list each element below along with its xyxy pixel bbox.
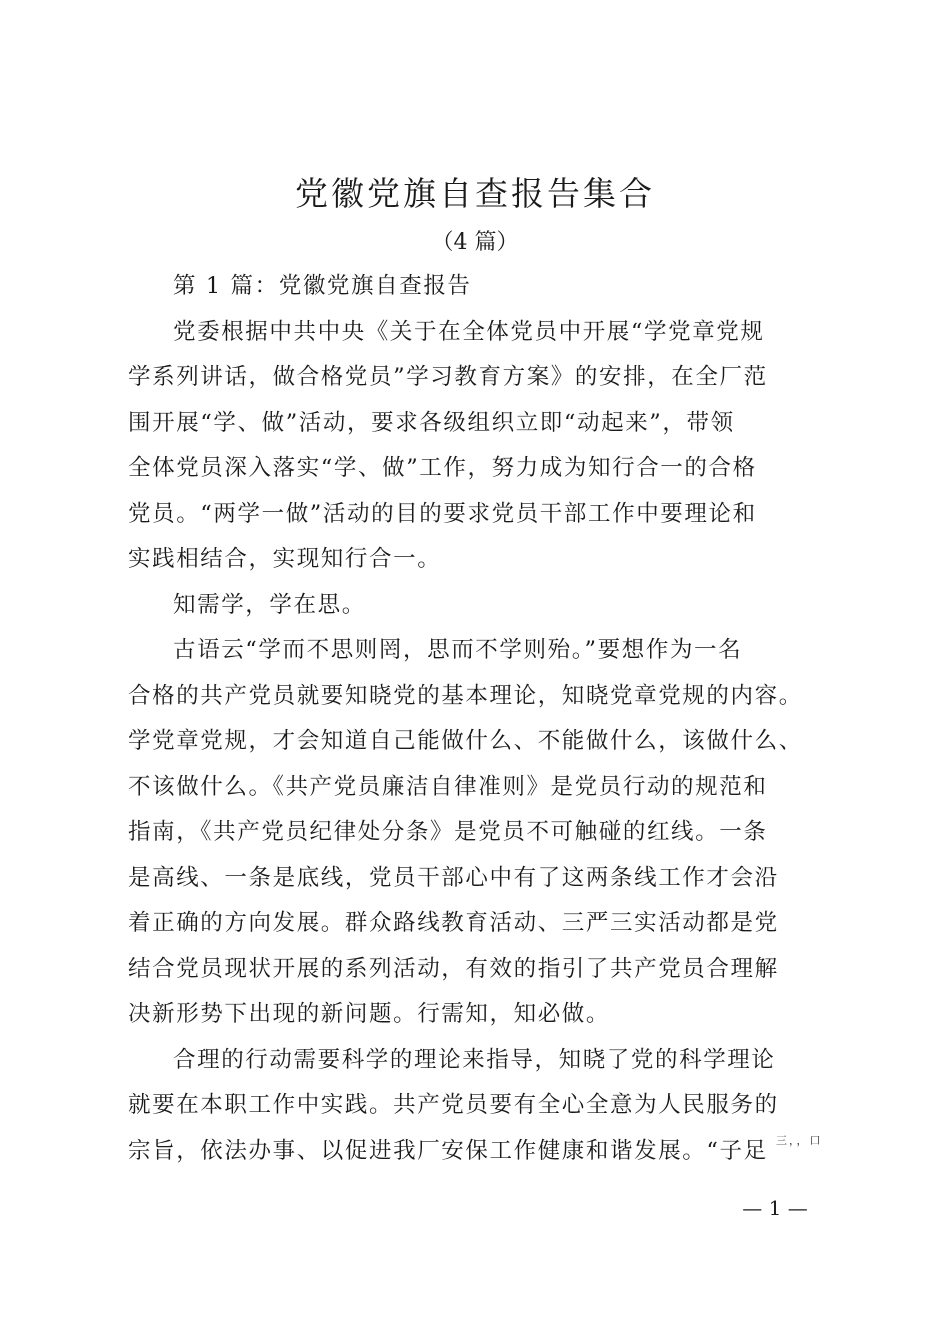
paragraph-line: 学系列讲话，做合格党员”学习教育方案》的安排，在全厂范 [128, 364, 768, 390]
section-heading: 第 1 篇：党徽党旗自查报告 [173, 273, 472, 299]
paragraph [128, 583, 848, 629]
document-subtitle: （4 篇） [431, 230, 519, 255]
document-title: 党徽党旗自查报告集合 [295, 174, 655, 213]
paragraph-line: 知需学，学在思。 [173, 591, 366, 618]
paragraph [128, 1038, 848, 1175]
paragraph-line: 宗旨，依法办事、以促进我厂安保工作健康和谐发展。“子足 [128, 1137, 768, 1164]
marginal-marks: 三，，口 [776, 1134, 823, 1147]
paragraph-line: 党委根据中共中央《关于在全体党员中开展“学党章党规 [173, 318, 765, 345]
paragraph-line: 党员。“两学一做”活动的目的要求党员干部工作中要理论和 [128, 500, 757, 527]
paragraph-line: 着正确的方向发展。群众路线教育活动、三严三实活动都是党 [128, 910, 779, 936]
paragraph-line: 决新形势下出现的新问题。行需知，知必做。 [128, 1001, 611, 1027]
paragraph-list [128, 310, 848, 1175]
paragraph-line: 就要在本职工作中实践。共产党员要有全心全意为人民服务的 [128, 1092, 779, 1118]
paragraph-line: 不该做什么。《共产党员廉洁自律准则》是党员行动的规范和 [128, 773, 768, 800]
paragraph-line: 古语云“学而不思则罔，思而不学则殆。”要想作为一名 [173, 637, 743, 663]
paragraph-line: 结合党员现状开展的系列活动，有效的指引了共产党员合理解 [128, 955, 779, 982]
paragraph-line: 合理的行动需要科学的理论来指导，知晓了党的科学理论 [173, 1046, 776, 1073]
paragraph-line: 围开展“学、做”活动，要求各级组织立即“动起来”，带领 [128, 409, 735, 436]
paragraph-line: 全体党员深入落实“学、做”工作，努力成为知行合一的合格 [128, 455, 757, 481]
paragraph-line: 学党章党规，才会知道自己能做什么、不能做什么，该做什么、 [128, 728, 803, 754]
page-number: — 1 — [742, 1196, 808, 1220]
paragraph-line: 是高线、一条是底线，党员干部心中有了这两条线工作才会沿 [128, 864, 779, 891]
paragraph [128, 310, 848, 583]
paragraph-line: 指南，《共产党员纪律处分条》是党员不可触碰的红线。一条 [128, 819, 768, 845]
document-body [128, 264, 848, 1174]
paragraph-line: 合格的共产党员就要知晓党的基本理论，知晓党章党规的内容。 [128, 682, 803, 709]
paragraph-line: 实践相结合，实现知行合一。 [128, 546, 442, 572]
paragraph [128, 628, 848, 1038]
